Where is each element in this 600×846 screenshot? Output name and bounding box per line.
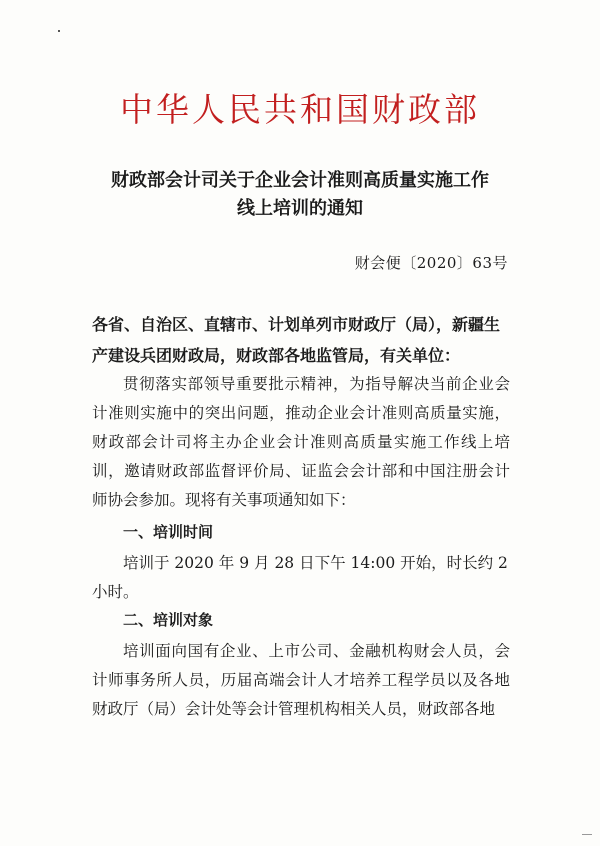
document-number: 财会便〔2020〕63号 <box>354 254 508 272</box>
scan-edge-mark <box>582 834 592 841</box>
addressee: 各省、自治区、直辖市、计划单列市财政厅（局），新疆生产建设兵团财政局，财政部各地监管局，有关单位： <box>92 315 501 365</box>
scan-speck <box>58 30 60 32</box>
notice-title-line-2: 线上培训的通知 <box>237 198 363 219</box>
section-2-text: 培训面向国有企业、上市公司、金融机构财会人员，会计师事务所人员，历届高端会计人才培养工程学员以及各地财政厅（局）会计处等会计管理机构相关人员，财政部各地 <box>92 642 510 718</box>
section-2-heading: 二、培训对象 <box>123 611 214 629</box>
notice-title-line-1: 财政部会计司关于企业会计准则高质量实施工作 <box>111 170 489 191</box>
section-1-text: 培训于 2020 年 9 月 28 日下午 14:00 开始，时长约 2 小时。 <box>92 554 508 601</box>
ministry-header: 中华人民共和国财政部 <box>120 90 480 129</box>
intro-paragraph: 贯彻落实部领导重要批示精神，为指导解决当前企业会计准则实施中的突出问题，推动企业会计准则高质量实施，财政部会计司将主办企业会计准则高质量实施工作线上培训，邀请财政部监督评价局、证监会会计部和中国注册会计师协会参加。现将有关事项通知如下： <box>92 375 510 509</box>
section-1-heading: 一、培训时间 <box>123 523 214 541</box>
